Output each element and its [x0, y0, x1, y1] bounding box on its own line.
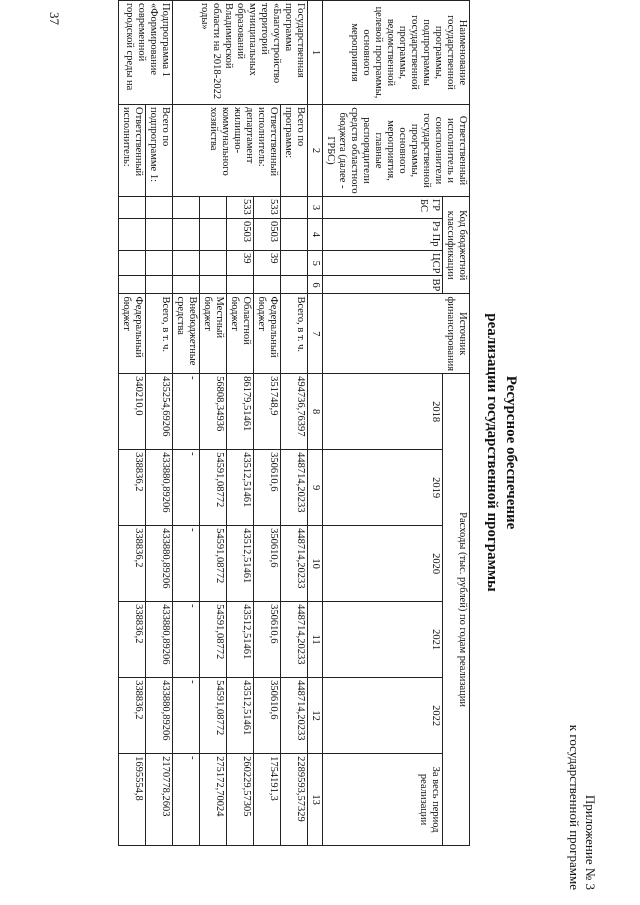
col-number: 1: [308, 1, 323, 105]
page-number: 37: [47, 12, 62, 25]
col-number: 8: [308, 374, 323, 450]
col-number: 2: [308, 105, 323, 197]
cell-value: 433880,89206: [146, 678, 173, 754]
cell-value: 338836,2: [119, 526, 146, 602]
cell-value: 340210,0: [119, 374, 146, 450]
cell-value: 433880,89206: [146, 450, 173, 526]
program-executor-total: Всего по программе:: [281, 105, 308, 197]
header-year-2021: 2021: [323, 602, 443, 678]
cell-vr: [227, 276, 254, 294]
cell-rz: [119, 219, 146, 251]
cell-value: 494736,76397: [281, 374, 308, 450]
cell-vr: [200, 276, 227, 294]
document-title: [482, 0, 520, 905]
cell-value: 54591,08772: [200, 602, 227, 678]
cell-csr: 39: [227, 251, 254, 276]
col-number: 6: [308, 276, 323, 294]
appendix-line-2: к государственной программе: [567, 724, 582, 890]
cell-value: 54591,08772: [200, 450, 227, 526]
cell-source: Федеральный бюджет: [254, 294, 281, 374]
cell-grbs: [200, 197, 227, 219]
cell-value: 43512,51461: [227, 602, 254, 678]
cell-value: 350610,6: [254, 678, 281, 754]
cell-value: 350610,6: [254, 526, 281, 602]
col-number: 4: [308, 219, 323, 251]
header-vr: ВР: [323, 276, 443, 294]
table-row: [254, 1, 281, 846]
cell-value: 86179,51461: [227, 374, 254, 450]
cell-value: 275172,70024: [200, 754, 227, 846]
cell-rz: [200, 219, 227, 251]
header-year-2020: 2020: [323, 526, 443, 602]
header-total-period: За весь период реализации: [323, 754, 443, 846]
cell-value: 338836,2: [119, 450, 146, 526]
cell-rz: [173, 219, 200, 251]
header-budget-code: Код бюджетной классификации: [443, 197, 470, 294]
cell-csr: [200, 251, 227, 276]
cell-grbs: 533: [254, 197, 281, 219]
col-number: 7: [308, 294, 323, 374]
title-line-2: реализации государственной программы: [484, 313, 500, 592]
cell-csr: [119, 251, 146, 276]
col-number: 10: [308, 526, 323, 602]
subprogram-name: Подпрограмма 1 «Формирование современной городской среды на: [119, 1, 173, 105]
cell-vr: [254, 276, 281, 294]
appendix-line-1: Приложение № 3: [583, 794, 598, 890]
cell-source: Всего, в т. ч.: [146, 294, 173, 374]
cell-value: 338836,2: [119, 678, 146, 754]
cell-value: 2289593,57329: [281, 754, 308, 846]
col-number: 11: [308, 602, 323, 678]
header-year-2019: 2019: [323, 450, 443, 526]
table-row: [146, 1, 173, 846]
cell-source: Областной бюджет: [227, 294, 254, 374]
col-number: 3: [308, 197, 323, 219]
resource-table: [118, 0, 470, 846]
cell-grbs: [146, 197, 173, 219]
cell-grbs: [119, 197, 146, 219]
cell-value: 338836,2: [119, 602, 146, 678]
header-csr: ЦСР: [323, 251, 443, 276]
table-row: [281, 1, 308, 846]
program-name: Государственная программа «Благоустройство территорий муниципальных образований Владимирской области на 2018-2022 годы»: [173, 1, 308, 105]
col-number: 9: [308, 450, 323, 526]
cell-value: 448714,20233: [281, 602, 308, 678]
cell-rz: [146, 219, 173, 251]
col-number: 5: [308, 251, 323, 276]
cell-value: 350610,6: [254, 602, 281, 678]
cell-grbs: [173, 197, 200, 219]
cell-value: 43512,51461: [227, 678, 254, 754]
cell-rz: 0503: [227, 219, 254, 251]
cell-vr: [146, 276, 173, 294]
cell-value: 448714,20233: [281, 450, 308, 526]
cell-value: -: [173, 374, 200, 450]
cell-rz: [281, 219, 308, 251]
appendix-heading: [566, 690, 598, 890]
cell-value: 54591,08772: [200, 678, 227, 754]
cell-csr: 39: [254, 251, 281, 276]
cell-rz: 0503: [254, 219, 281, 251]
header-grbs: ГР БС: [323, 197, 443, 219]
header-row-1: [443, 1, 470, 846]
cell-vr: [281, 276, 308, 294]
header-source: Источник финансирования: [323, 294, 470, 374]
cell-csr: [173, 251, 200, 276]
cell-source: Федеральный бюджет: [119, 294, 146, 374]
header-executor: Ответственный исполнитель и соисполнители государственной программы, основного мероприятия, главные распорядители средств областного бюджета (далее - ГРБС): [323, 105, 470, 197]
cell-csr: [281, 251, 308, 276]
header-name: Наименование государственной программы, подпрограммы государственной программы, ведомственной целевой программы, основного мероприятия: [323, 1, 470, 105]
cell-value: 350610,6: [254, 450, 281, 526]
header-expenses: Расходы (тыс. рублей) по годам реализации: [443, 374, 470, 846]
cell-value: -: [173, 526, 200, 602]
cell-vr: [119, 276, 146, 294]
cell-source: Внебюджетные средства: [173, 294, 200, 374]
cell-value: 56808,34936: [200, 374, 227, 450]
cell-csr: [146, 251, 173, 276]
cell-value: 433880,89206: [146, 526, 173, 602]
cell-value: 54591,08772: [200, 526, 227, 602]
cell-grbs: [281, 197, 308, 219]
cell-value: 448714,20233: [281, 526, 308, 602]
cell-vr: [173, 276, 200, 294]
cell-value: 43512,51461: [227, 526, 254, 602]
cell-value: -: [173, 754, 200, 846]
header-year-2022: 2022: [323, 678, 443, 754]
cell-value: -: [173, 450, 200, 526]
subprogram-executor-total: Всего по подпрограмме 1:: [146, 105, 173, 197]
cell-value: 1754191,3: [254, 754, 281, 846]
cell-value: 2170778,2603: [146, 754, 173, 846]
program-executor-resp: Ответственный исполнитель: департамент жилищно-коммунального хозяйства: [173, 105, 281, 197]
cell-value: 433880,89206: [146, 602, 173, 678]
cell-grbs: 533: [227, 197, 254, 219]
cell-source: Всего, в т. ч.: [281, 294, 308, 374]
subprogram-executor-resp: Ответственный исполнитель:: [119, 105, 146, 197]
cell-value: 448714,20233: [281, 678, 308, 754]
header-rz: Рз Пр: [323, 219, 443, 251]
col-number: 13: [308, 754, 323, 846]
table-row: [119, 1, 146, 846]
cell-value: 1695554,8: [119, 754, 146, 846]
column-number-row: [308, 1, 323, 846]
cell-value: 260229,57305: [227, 754, 254, 846]
cell-value: 435254,69206: [146, 374, 173, 450]
cell-source: Местный бюджет: [200, 294, 227, 374]
cell-value: -: [173, 602, 200, 678]
cell-value: 351748,9: [254, 374, 281, 450]
header-year-2018: 2018: [323, 374, 443, 450]
cell-value: 43512,51461: [227, 450, 254, 526]
col-number: 12: [308, 678, 323, 754]
title-line-1: Ресурсное обеспечение: [503, 375, 519, 530]
cell-value: -: [173, 678, 200, 754]
